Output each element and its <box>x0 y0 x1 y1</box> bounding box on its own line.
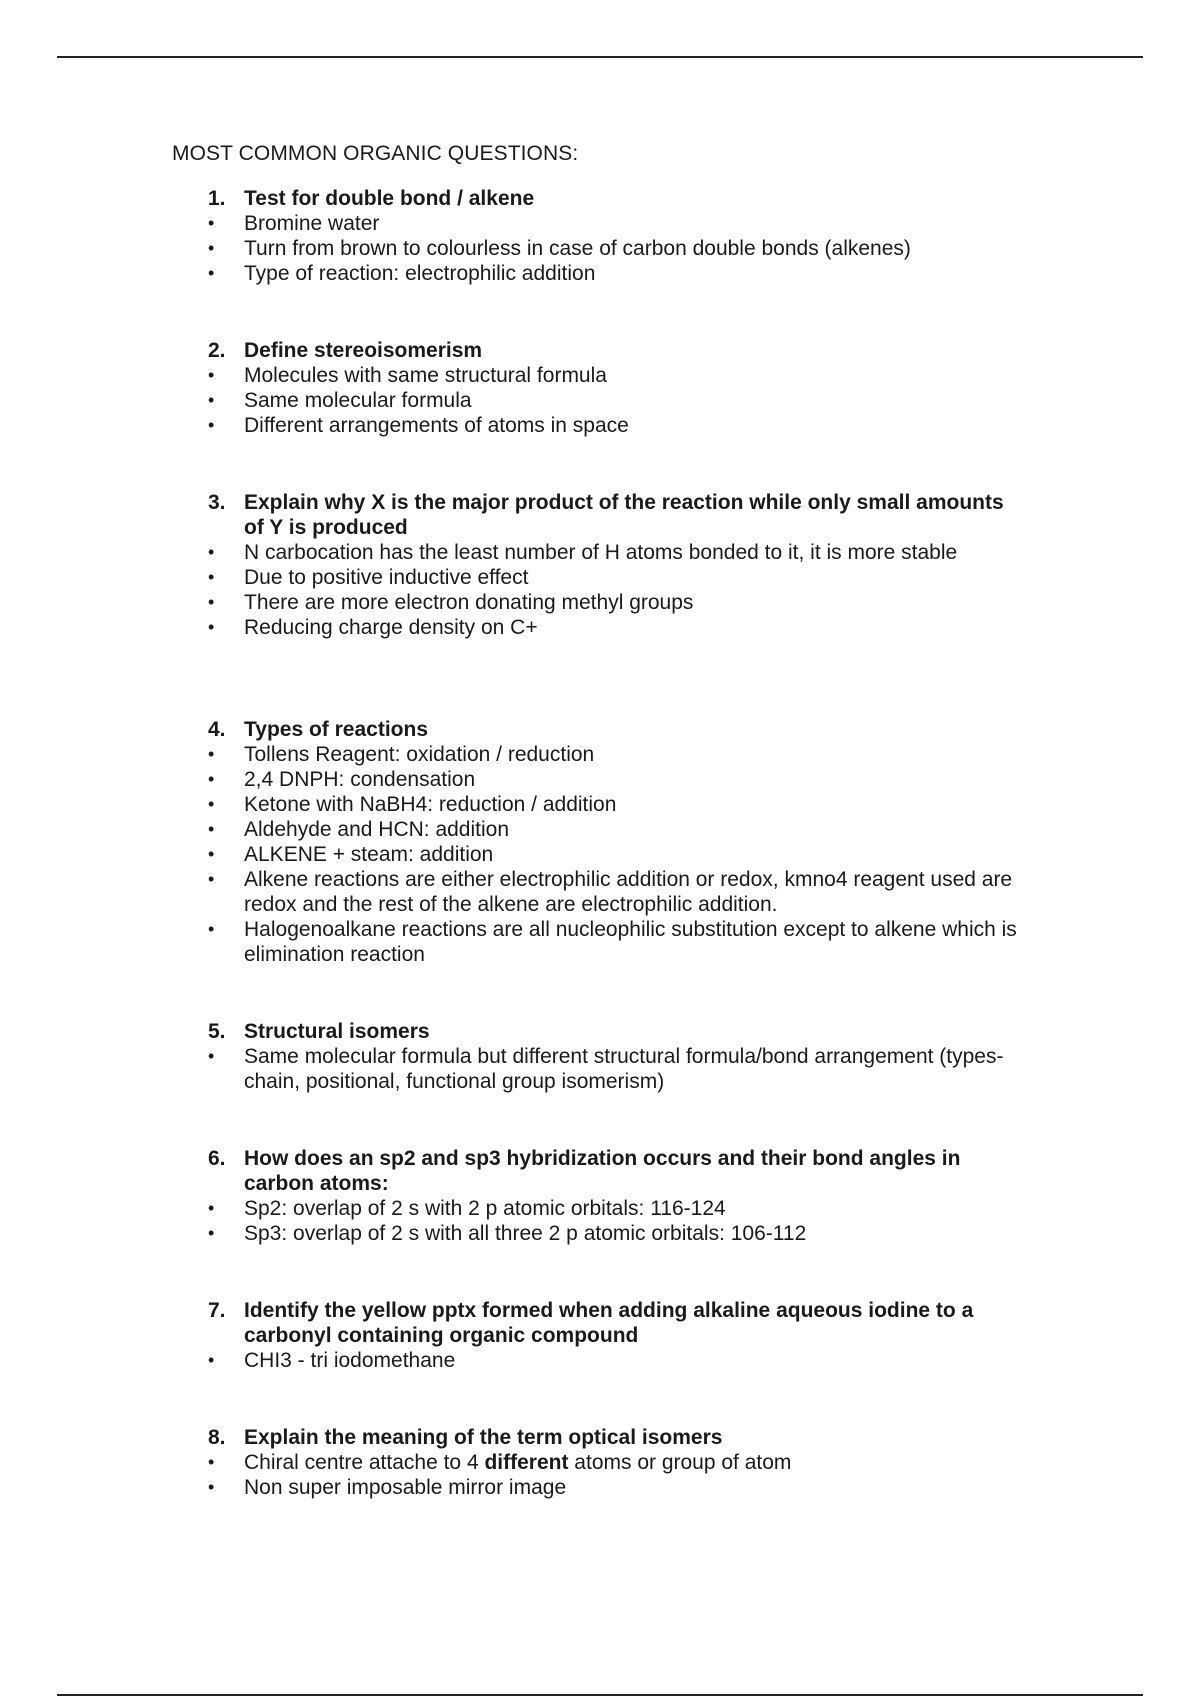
answer-list <box>172 363 1072 438</box>
answer-list <box>172 211 1072 286</box>
list-item <box>172 388 1072 413</box>
question-heading <box>172 1019 1072 1044</box>
answer-list <box>172 742 1072 967</box>
question-number: 2. <box>208 339 226 362</box>
list-item-text: Halogenoalkane reactions are all nucleophilic substitution except to alkene which is elimination reaction <box>244 918 1017 966</box>
question-2 <box>172 338 1072 438</box>
list-item-text: Due to positive inductive effect <box>244 566 529 589</box>
bullet-icon: • <box>208 542 215 562</box>
bullet-icon: • <box>208 263 215 283</box>
question-3 <box>172 490 1072 640</box>
list-item <box>172 842 1072 867</box>
list-item <box>172 211 1072 236</box>
bullet-icon: • <box>208 794 215 814</box>
list-item-text: CHI3 - tri iodomethane <box>244 1349 456 1372</box>
list-item <box>172 767 1072 792</box>
list-item <box>172 540 1072 565</box>
top-rule <box>57 56 1143 58</box>
question-5 <box>172 1019 1072 1094</box>
bullet-icon: • <box>208 769 215 789</box>
list-item <box>172 413 1072 438</box>
list-item-text: Ketone with NaBH4: reduction / addition <box>244 793 617 816</box>
question-6 <box>172 1146 1072 1246</box>
answer-list <box>172 1044 1072 1094</box>
question-text: Define stereoisomerism <box>244 339 483 362</box>
list-item <box>172 867 1072 917</box>
list-item-text: Tollens Reagent: oxidation / reduction <box>244 743 595 766</box>
bullet-icon: • <box>208 1477 215 1497</box>
list-item-text: There are more electron donating methyl groups <box>244 591 694 614</box>
list-item-text: Same molecular formula <box>244 389 472 412</box>
question-number: 6. <box>208 1147 226 1170</box>
question-heading <box>172 1146 1072 1196</box>
list-item <box>172 1450 1072 1475</box>
question-text: Types of reactions <box>244 718 428 741</box>
question-heading <box>172 1298 1072 1348</box>
list-item-text: Reducing charge density on C+ <box>244 616 538 639</box>
bullet-icon: • <box>208 844 215 864</box>
document-title: MOST COMMON ORGANIC QUESTIONS: <box>172 142 579 165</box>
bullet-icon: • <box>208 592 215 612</box>
list-item <box>172 615 1072 640</box>
question-heading <box>172 717 1072 742</box>
question-7 <box>172 1298 1072 1373</box>
bullet-icon: • <box>208 415 215 435</box>
list-item-text: N carbocation has the least number of H atoms bonded to it, it is more stable <box>244 541 958 564</box>
text-segment: atoms or group of atom <box>568 1451 792 1474</box>
question-4 <box>172 717 1072 967</box>
list-item <box>172 1044 1072 1094</box>
bullet-icon: • <box>208 1350 215 1370</box>
question-heading <box>172 1425 1072 1450</box>
emphasized-word: different <box>484 1451 569 1474</box>
list-item-text: Bromine water <box>244 212 380 235</box>
list-item <box>172 817 1072 842</box>
bullet-icon: • <box>208 1223 215 1243</box>
text-segment: Chiral centre attache to 4 <box>244 1451 485 1474</box>
list-item <box>172 236 1072 261</box>
question-number: 4. <box>208 718 226 741</box>
question-text: How does an sp2 and sp3 hybridization occurs and their bond angles in carbon atoms: <box>244 1147 961 1195</box>
question-text: Explain why X is the major product of the reaction while only small amounts of Y is produced <box>244 491 1004 539</box>
answer-list <box>172 540 1072 640</box>
bullet-icon: • <box>208 567 215 587</box>
answer-list <box>172 1196 1072 1246</box>
list-item <box>172 917 1072 967</box>
list-item-text: Molecules with same structural formula <box>244 364 607 387</box>
list-item-text: Non super imposable mirror image <box>244 1476 567 1499</box>
question-1 <box>172 186 1072 286</box>
question-heading <box>172 490 1072 540</box>
list-item <box>172 590 1072 615</box>
list-item-text: 2,4 DNPH: condensation <box>244 768 476 791</box>
bullet-icon: • <box>208 919 215 939</box>
bullet-icon: • <box>208 819 215 839</box>
list-item-text: Same molecular formula but different structural formula/bond arrangement (types- chain, positional, functional group isomerism) <box>244 1045 1004 1093</box>
bullet-icon: • <box>208 1046 215 1066</box>
question-text: Explain the meaning of the term optical isomers <box>244 1426 723 1449</box>
list-item-text <box>244 1450 1024 1475</box>
list-item-text: Alkene reactions are either electrophilic addition or redox, kmno4 reagent used are redox and the rest of the alkene are electrophilic addition. <box>244 868 1013 916</box>
bullet-icon: • <box>208 869 215 889</box>
list-item-text: Type of reaction: electrophilic addition <box>244 262 596 285</box>
question-text: Identify the yellow pptx formed when adding alkaline aqueous iodine to a carbonyl containing organic compound <box>244 1299 974 1347</box>
answer-list <box>172 1450 1072 1500</box>
bottom-rule <box>57 1694 1143 1696</box>
list-item <box>172 363 1072 388</box>
question-number: 3. <box>208 491 226 514</box>
list-item <box>172 792 1072 817</box>
list-item <box>172 1221 1072 1246</box>
bullet-icon: • <box>208 1452 215 1472</box>
bullet-icon: • <box>208 390 215 410</box>
list-item <box>172 565 1072 590</box>
bullet-icon: • <box>208 1198 215 1218</box>
question-number: 8. <box>208 1426 226 1449</box>
list-item-text: Sp2: overlap of 2 s with 2 p atomic orbitals: 116-124 <box>244 1197 726 1220</box>
bullet-icon: • <box>208 744 215 764</box>
bullet-icon: • <box>208 365 215 385</box>
list-item <box>172 261 1072 286</box>
list-item-text: Different arrangements of atoms in space <box>244 414 629 437</box>
list-item <box>172 1196 1072 1221</box>
list-item-text: Aldehyde and HCN: addition <box>244 818 510 841</box>
question-text: Structural isomers <box>244 1020 430 1043</box>
question-number: 5. <box>208 1020 226 1043</box>
bullet-icon: • <box>208 617 215 637</box>
question-8 <box>172 1425 1072 1500</box>
list-item <box>172 742 1072 767</box>
question-number: 7. <box>208 1299 226 1322</box>
question-number: 1. <box>208 187 226 210</box>
question-text: Test for double bond / alkene <box>244 187 535 210</box>
answer-list <box>172 1348 1072 1373</box>
bullet-icon: • <box>208 213 215 233</box>
list-item <box>172 1348 1072 1373</box>
document-body <box>172 142 1072 1500</box>
bullet-icon: • <box>208 238 215 258</box>
list-item-text: ALKENE + steam: addition <box>244 843 494 866</box>
list-item-text: Turn from brown to colourless in case of carbon double bonds (alkenes) <box>244 237 911 260</box>
list-item-text: Sp3: overlap of 2 s with all three 2 p atomic orbitals: 106-112 <box>244 1222 807 1245</box>
question-heading <box>172 338 1072 363</box>
list-item <box>172 1475 1072 1500</box>
question-heading <box>172 186 1072 211</box>
